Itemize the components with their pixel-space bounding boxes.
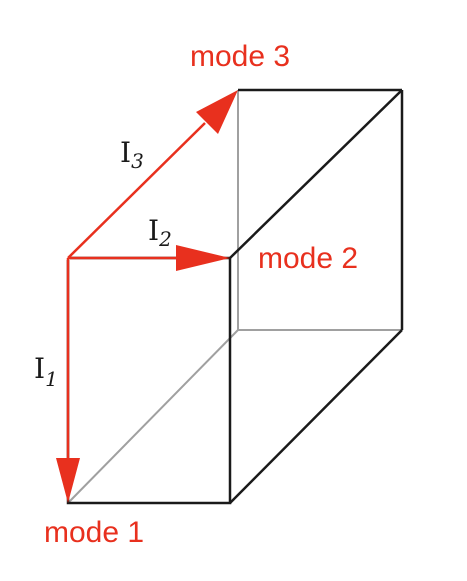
index-2-subscript: 2 (159, 227, 172, 251)
box-edges (68, 90, 402, 503)
index-2-label (148, 214, 172, 251)
mode-1-arrow-head (56, 458, 80, 503)
index-3-label (120, 136, 144, 173)
mode-3-label: mode 3 (190, 40, 291, 73)
mode-2-label: mode 2 (258, 242, 359, 275)
hidden-edge-diagonal (68, 330, 238, 503)
index-1-subscript: 1 (45, 367, 58, 391)
hidden-edges (68, 90, 402, 503)
top-right-diagonal-edge (230, 90, 402, 258)
mode-arrows (56, 90, 238, 503)
front-face (68, 258, 230, 503)
index-3-subscript: 3 (131, 149, 144, 173)
index-1-label (34, 352, 58, 391)
mode-3-arrow-shaft (68, 123, 205, 258)
index-1-letter: I (34, 352, 46, 385)
mode-2-arrow-head (176, 245, 230, 271)
mode-1-label: mode 1 (44, 516, 145, 549)
bottom-right-diagonal-edge (230, 330, 402, 503)
index-3-letter: I (120, 136, 132, 169)
index-2-letter: I (148, 214, 160, 247)
